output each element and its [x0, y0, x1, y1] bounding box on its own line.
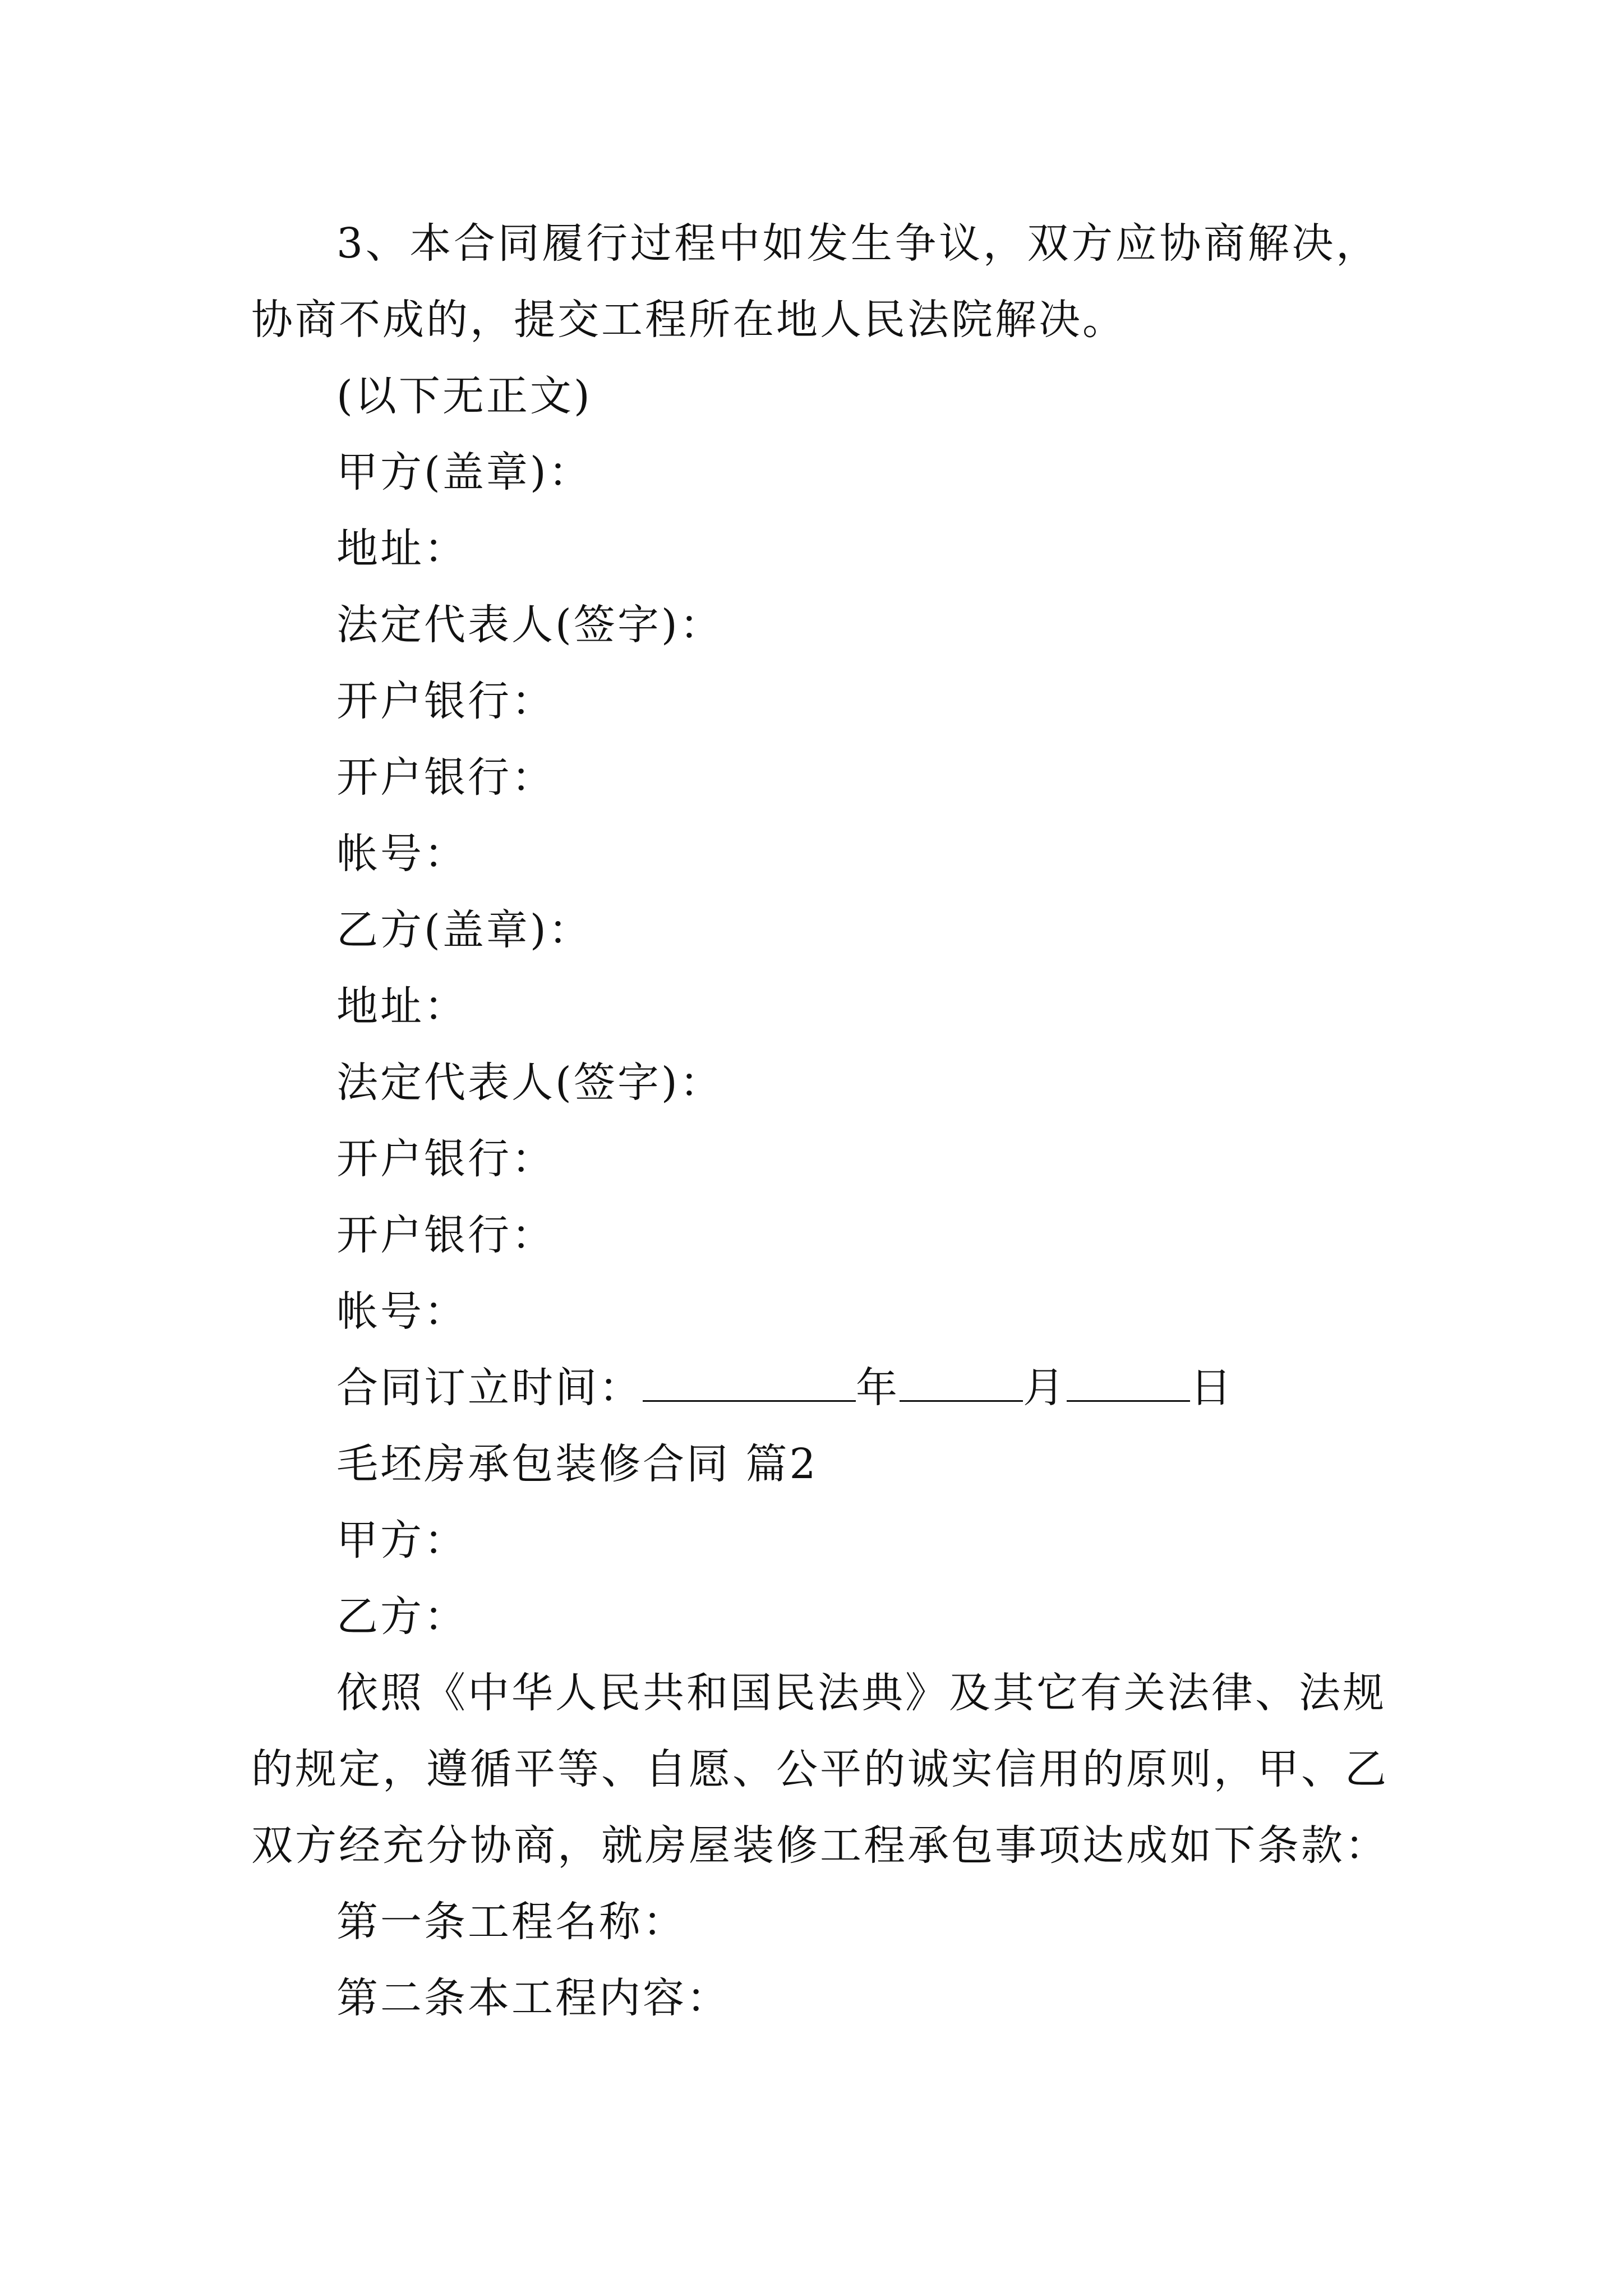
signing-date-label: 合同订立时间： — [336, 1364, 643, 1412]
preamble-line1: 依照《中华人民共和国民法典》及其它有关法律、法规 — [336, 1669, 1386, 1717]
clause3-line2: 协商不成的，提交工程所在地人民法院解决。 — [251, 296, 1126, 344]
month-blank — [900, 1364, 1023, 1402]
signing-date-line — [336, 1360, 1234, 1416]
party-a-account: 帐号： — [336, 830, 468, 878]
section2-party-b: 乙方： — [336, 1593, 468, 1641]
party-b-account: 帐号： — [336, 1287, 468, 1336]
party-b-bank-2: 开户银行： — [336, 1211, 555, 1259]
party-a-legal-rep: 法定代表人(签字)： — [336, 601, 723, 649]
party-b-legal-rep: 法定代表人(签字)： — [336, 1059, 723, 1107]
day-label: 日 — [1190, 1364, 1234, 1412]
party-a-bank-2: 开户银行： — [336, 753, 555, 802]
no-text-below-note: (以下无正文) — [336, 372, 592, 420]
section2-party-a: 甲方： — [336, 1516, 468, 1565]
party-b-address: 地址： — [336, 982, 468, 1030]
day-blank — [1067, 1364, 1190, 1402]
clause3-line1: 3、本合同履行过程中如发生争议，双方应协商解决， — [336, 219, 1380, 268]
party-b-bank-1: 开户银行： — [336, 1135, 555, 1183]
preamble-line3: 双方经充分协商，就房屋装修工程承包事项达成如下条款： — [251, 1821, 1389, 1870]
article2: 第二条本工程内容： — [336, 1974, 730, 2022]
party-a-seal: 甲方(盖章)： — [336, 448, 592, 496]
party-a-bank-1: 开户银行： — [336, 677, 555, 725]
preamble-line2: 的规定，遵循平等、自愿、公平的诚实信用的原则，甲、乙 — [251, 1745, 1389, 1793]
section2-title: 毛坯房承包装修合同 篇2 — [336, 1440, 818, 1488]
year-blank — [643, 1364, 856, 1402]
year-label: 年 — [856, 1364, 900, 1412]
month-label: 月 — [1023, 1364, 1067, 1412]
article1: 第一条工程名称： — [336, 1898, 686, 1946]
party-a-address: 地址： — [336, 524, 468, 573]
party-b-seal: 乙方(盖章)： — [336, 906, 592, 954]
